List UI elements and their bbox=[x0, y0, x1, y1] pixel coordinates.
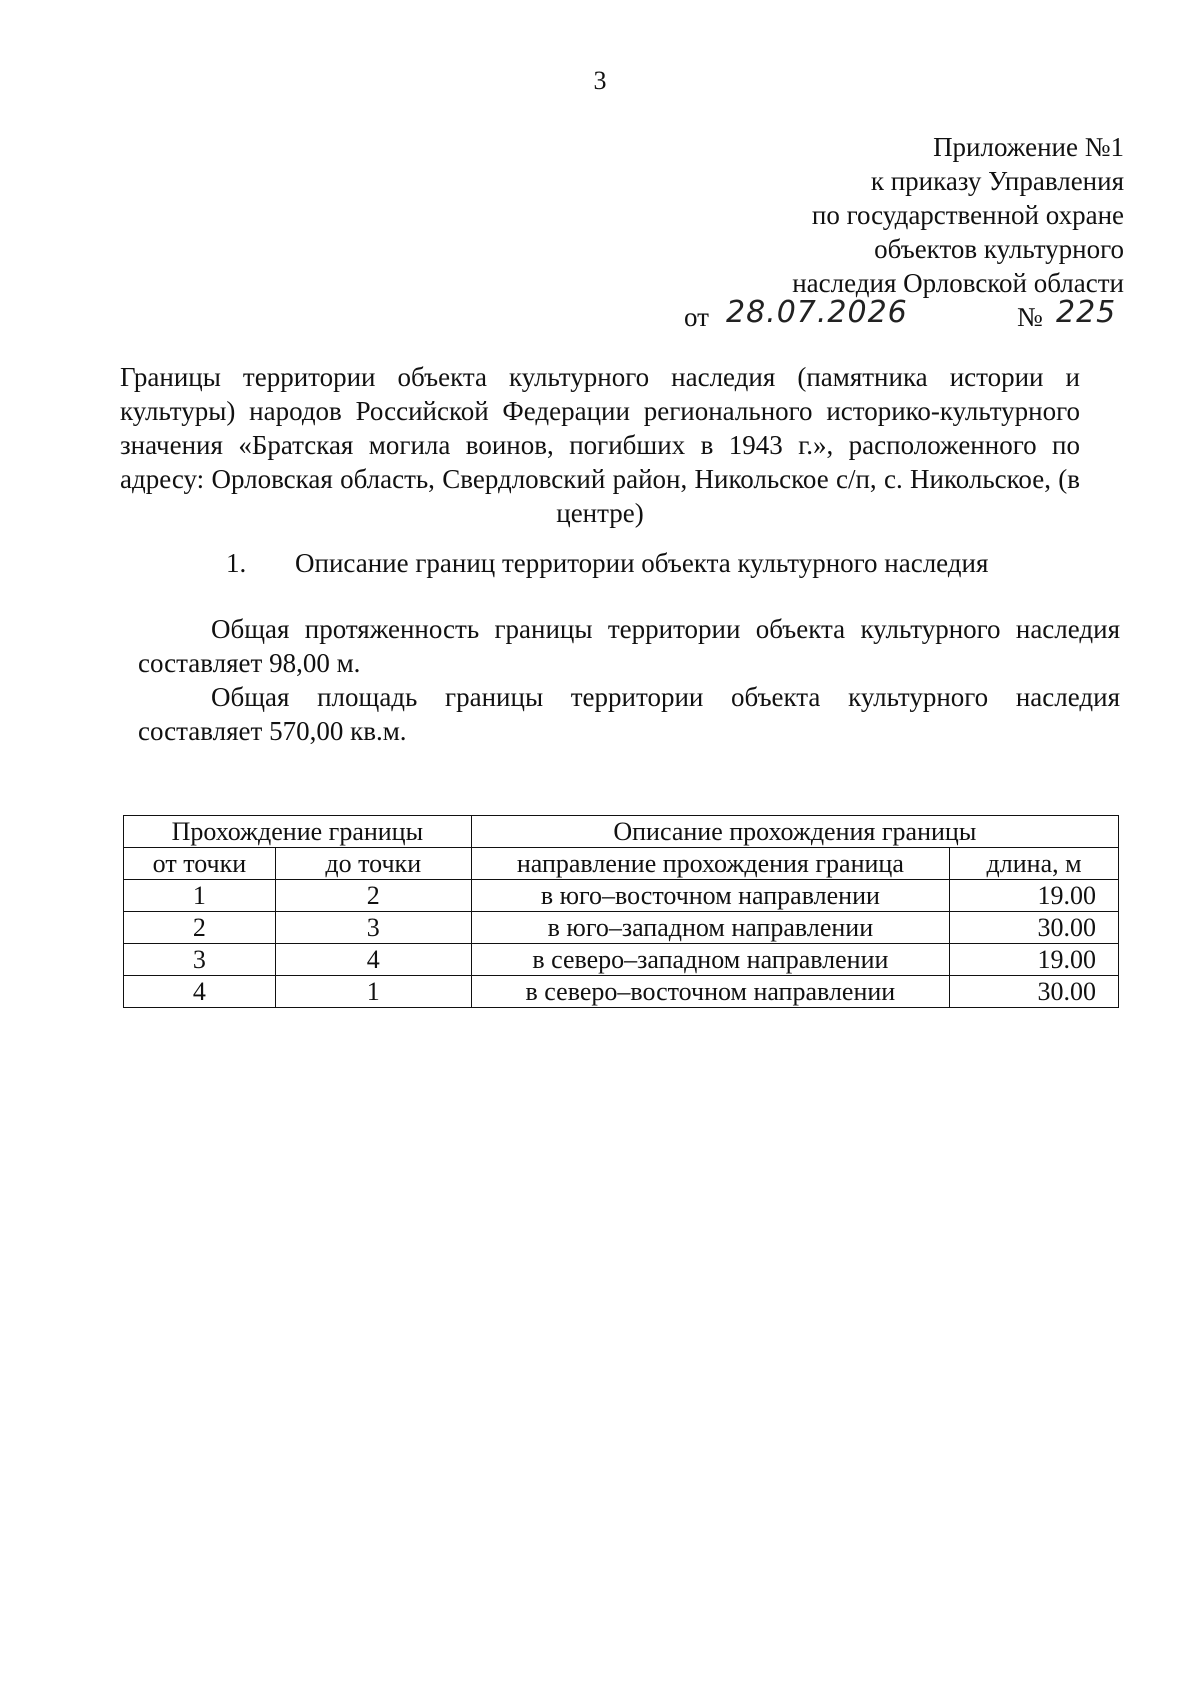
cell-from: 2 bbox=[124, 912, 276, 944]
table-group-header-row bbox=[124, 816, 1119, 848]
table-row bbox=[124, 944, 1119, 976]
appendix-line-4: объектов культурного bbox=[874, 234, 1124, 264]
cell-from: 1 bbox=[124, 880, 276, 912]
appendix-header bbox=[604, 130, 1124, 334]
cell-direction: в северо–западном направлении bbox=[471, 944, 949, 976]
length-text: Общая протяженность границы территории объекта культурного наследия составляет 98,00 м. bbox=[138, 614, 1120, 678]
appendix-date-line bbox=[604, 295, 1124, 334]
appendix-line-3: по государственной охране bbox=[811, 200, 1124, 230]
cell-from: 4 bbox=[124, 976, 276, 1008]
table-row bbox=[124, 976, 1119, 1008]
appendix-line-1: Приложение №1 bbox=[933, 132, 1124, 162]
cell-length: 19.00 bbox=[950, 944, 1119, 976]
document-title: Границы территории объекта культурного наследия (памятника истории и культуры) народов Российской Федерации регионального историко-культурного значения «Братская могила воинов, погибших в 1943 г.», расположенного по адресу: Орловская область, Свердловский район, Никольское с/п, с. Никольское, (в центре) bbox=[120, 362, 1080, 528]
appendix-line-5: наследия Орловской области bbox=[792, 268, 1124, 298]
col-header-from: от точки bbox=[124, 848, 276, 880]
col-header-length: длина, м bbox=[950, 848, 1119, 880]
group-header-description: Описание прохождения границы bbox=[471, 816, 1118, 848]
date-prefix: от bbox=[684, 302, 709, 332]
handwritten-date: 28.07.2026 bbox=[726, 295, 908, 330]
section-title: Описание границ территории объекта культурного наследия bbox=[295, 548, 989, 578]
area-text: Общая площадь границы территории объекта культурного наследия составляет 570,00 кв.м. bbox=[138, 682, 1120, 746]
cell-to: 3 bbox=[275, 912, 471, 944]
cell-length: 19.00 bbox=[950, 880, 1119, 912]
cell-length: 30.00 bbox=[950, 912, 1119, 944]
table-row bbox=[124, 880, 1119, 912]
table-row bbox=[124, 912, 1119, 944]
cell-to: 1 bbox=[275, 976, 471, 1008]
cell-length: 30.00 bbox=[950, 976, 1119, 1008]
appendix-line-2: к приказу Управления bbox=[870, 166, 1124, 196]
area-paragraph bbox=[138, 680, 1120, 748]
number-prefix: № bbox=[1017, 302, 1043, 332]
handwritten-number: 225 bbox=[1056, 295, 1117, 330]
boundary-table bbox=[123, 815, 1119, 1008]
cell-to: 2 bbox=[275, 880, 471, 912]
cell-to: 4 bbox=[275, 944, 471, 976]
group-header-passage: Прохождение границы bbox=[124, 816, 472, 848]
length-paragraph bbox=[138, 612, 1120, 680]
cell-from: 3 bbox=[124, 944, 276, 976]
page-number: 3 bbox=[593, 66, 607, 95]
table-column-header-row bbox=[124, 848, 1119, 880]
cell-direction: в юго–восточном направлении bbox=[471, 880, 949, 912]
col-header-direction: направление прохождения граница bbox=[471, 848, 949, 880]
section-number: 1. bbox=[226, 548, 247, 578]
col-header-to: до точки bbox=[275, 848, 471, 880]
cell-direction: в северо–восточном направлении bbox=[471, 976, 949, 1008]
cell-direction: в юго–западном направлении bbox=[471, 912, 949, 944]
